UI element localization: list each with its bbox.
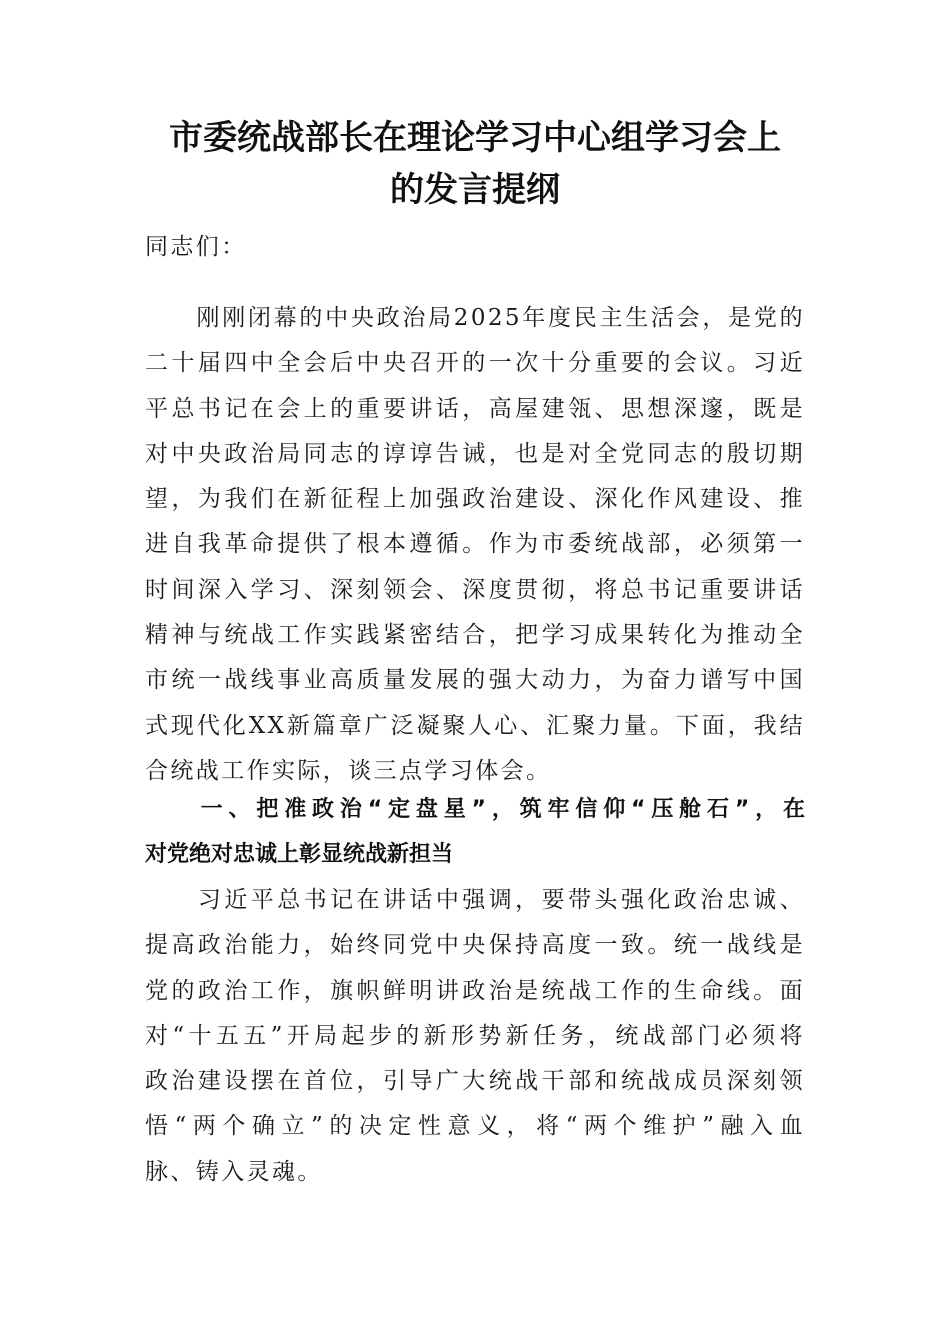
text-line: 脉、铸入灵魂。: [145, 1158, 323, 1185]
paragraph-intro: [145, 296, 805, 794]
text-line: 时间深入学习、深刻领会、深度贯彻，将总书记重要讲话: [145, 576, 805, 603]
text-line: 习近平总书记在讲话中强调，要带头强化政治忠诚、: [145, 887, 805, 913]
greeting: 同志们：: [145, 234, 247, 260]
text-line: 式现代化XX新篇章广泛凝聚人心、汇聚力量。下面，我结: [145, 712, 805, 739]
title-line-2: 的发言提纲: [390, 170, 560, 210]
paragraph-section-1: [145, 878, 805, 1195]
text-line: 望，为我们在新征程上加强政治建设、深化作风建设、推: [145, 486, 805, 513]
text-line: 悟“两个确立”的决定性意义，将“两个维护”融入血: [145, 1113, 805, 1140]
document-title: [120, 112, 830, 216]
section-heading-1: [145, 787, 805, 877]
text-line: 政治建设摆在首位，引导广大统战干部和统战成员深刻领: [145, 1068, 805, 1095]
title-line-1: 市委统战部长在理论学习中心组学习会上: [169, 118, 781, 158]
text-line: 平总书记在会上的重要讲话，高屋建瓴、思想深邃，既是: [145, 395, 805, 422]
heading-line: 一、把准政治“定盘星”，筑牢信仰“压舱石”，在: [145, 797, 805, 822]
text-line: 对中央政治局同志的谆谆告诫，也是对全党同志的殷切期: [145, 440, 805, 467]
text-line: 进自我革命提供了根本遵循。作为市委统战部，必须第一: [145, 531, 805, 558]
text-line: 精神与统战工作实践紧密结合，把学习成果转化为推动全: [145, 622, 805, 649]
text-line: 二十届四中全会后中央召开的一次十分重要的会议。习近: [145, 350, 805, 377]
text-line: 刚刚闭幕的中央政治局2025年度民主生活会，是党的: [145, 305, 805, 331]
text-line: 市统一战线事业高质量发展的强大动力，为奋力谱写中国: [145, 667, 805, 694]
text-line: 合统战工作实际，谈三点学习体会。: [145, 757, 552, 784]
text-line: 提高政治能力，始终同党中央保持高度一致。统一战线是: [145, 932, 805, 959]
text-line: 党的政治工作，旗帜鲜明讲政治是统战工作的生命线。面: [145, 977, 805, 1004]
text-line: 对“十五五”开局起步的新形势新任务，统战部门必须将: [145, 1022, 805, 1049]
heading-line: 对党绝对忠诚上彰显统战新担当: [145, 842, 454, 867]
